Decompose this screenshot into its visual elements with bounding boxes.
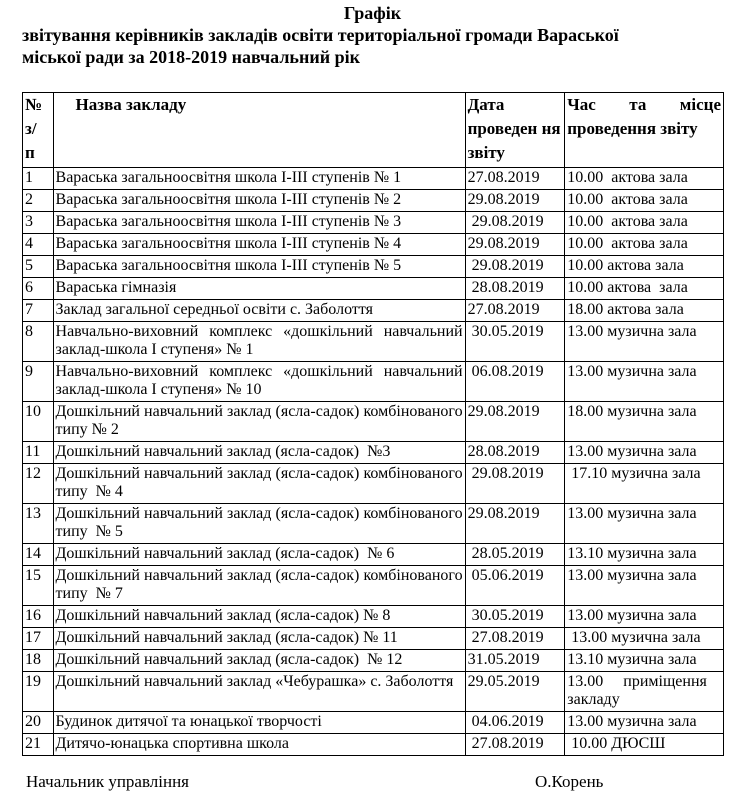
cell-time: 10.00 актова зала xyxy=(565,256,724,278)
cell-date: 04.06.2019 xyxy=(465,712,565,734)
cell-name: Вараська загальноосвітня школа І-ІІІ ступенів № 1 xyxy=(53,168,465,190)
cell-name: Дошкільний навчальний заклад (ясла-садок) № 6 xyxy=(53,544,465,566)
cell-time: 13.00 музична зала xyxy=(565,712,724,734)
cell-name: Навчально-виховний комплекс «дошкільний навчальний заклад-школа І ступеня» № 1 xyxy=(53,322,465,362)
cell-name: Дошкільний навчальний заклад (ясла-садок) № 11 xyxy=(53,628,465,650)
cell-name: Дошкільний навчальний заклад (ясла-садок) № 12 xyxy=(53,650,465,672)
cell-time: 17.10 музична зала xyxy=(565,464,724,504)
document-title: Графік xyxy=(343,3,402,23)
footer-signature-name: О.Корень xyxy=(535,772,604,791)
cell-time: 10.00 актова зала xyxy=(565,190,724,212)
cell-num: 16 xyxy=(23,606,54,628)
cell-date: 30.05.2019 xyxy=(465,606,565,628)
cell-date: 30.05.2019 xyxy=(465,322,565,362)
cell-date: 29.08.2019 xyxy=(465,234,565,256)
cell-name: Заклад загальної середньої освіти с. Заболоття xyxy=(53,300,465,322)
cell-date: 05.06.2019 xyxy=(465,566,565,606)
footer-position: Начальник управління xyxy=(26,772,189,791)
cell-num: 8 xyxy=(23,322,54,362)
cell-time: 18.00 актова зала xyxy=(565,300,724,322)
cell-num: 11 xyxy=(23,442,54,464)
table-row xyxy=(23,278,724,300)
cell-date: 28.05.2019 xyxy=(465,544,565,566)
cell-name: Вараська загальноосвітня школа І-ІІІ ступенів № 3 xyxy=(53,212,465,234)
cell-date: 29.08.2019 xyxy=(465,256,565,278)
table-row xyxy=(23,190,724,212)
table-row xyxy=(23,234,724,256)
table-row xyxy=(23,734,724,756)
table-row xyxy=(23,402,724,442)
cell-time: 13.00 приміщення закладу xyxy=(565,672,724,712)
table-row xyxy=(23,650,724,672)
cell-name: Дошкільний навчальний заклад (ясла-садок) комбінованого типу № 5 xyxy=(53,504,465,544)
cell-num: 5 xyxy=(23,256,54,278)
cell-date: 27.08.2019 xyxy=(465,168,565,190)
cell-num: 20 xyxy=(23,712,54,734)
cell-date: 29.08.2019 xyxy=(465,464,565,504)
cell-num: 15 xyxy=(23,566,54,606)
cell-num: 12 xyxy=(23,464,54,504)
table-row xyxy=(23,712,724,734)
table-row xyxy=(23,256,724,278)
cell-name: Вараська загальноосвітня школа І-ІІІ ступенів № 4 xyxy=(53,234,465,256)
table-row xyxy=(23,300,724,322)
cell-name: Дошкільний навчальний заклад (ясла-садок) №3 xyxy=(53,442,465,464)
cell-date: 31.05.2019 xyxy=(465,650,565,672)
schedule-table xyxy=(22,92,724,756)
cell-num: 19 xyxy=(23,672,54,712)
cell-date: 28.08.2019 xyxy=(465,442,565,464)
cell-time: 10.00 актова зала xyxy=(565,278,724,300)
cell-time: 13.00 музична зала xyxy=(565,322,724,362)
table-row xyxy=(23,322,724,362)
table-row xyxy=(23,606,724,628)
cell-time: 10.00 актова зала xyxy=(565,168,724,190)
cell-time: 13.00 музична зала xyxy=(565,628,724,650)
cell-name: Дитячо-юнацька спортивна школа xyxy=(53,734,465,756)
cell-num: 21 xyxy=(23,734,54,756)
cell-time: 13.00 музична зала xyxy=(565,566,724,606)
table-row xyxy=(23,544,724,566)
cell-name: Вараська гімназія xyxy=(53,278,465,300)
table-row xyxy=(23,212,724,234)
cell-date: 27.08.2019 xyxy=(465,734,565,756)
cell-date: 27.08.2019 xyxy=(465,300,565,322)
cell-name: Навчально-виховний комплекс «дошкільний навчальний заклад-школа І ступеня» № 10 xyxy=(53,362,465,402)
cell-num: 14 xyxy=(23,544,54,566)
cell-time: 13.00 музична зала xyxy=(565,606,724,628)
table-row xyxy=(23,628,724,650)
cell-date: 29.08.2019 xyxy=(465,212,565,234)
cell-num: 6 xyxy=(23,278,54,300)
cell-date: 29.05.2019 xyxy=(465,672,565,712)
header-name: Назва закладу xyxy=(53,93,465,168)
header-date: Дата проведен ня звіту xyxy=(465,93,565,168)
cell-num: 7 xyxy=(23,300,54,322)
cell-num: 9 xyxy=(23,362,54,402)
cell-time: 13.10 музична зала xyxy=(565,650,724,672)
cell-name: Дошкільний навчальний заклад «Чебурашка» с. Заболоття xyxy=(53,672,465,712)
cell-time: 13.10 музична зала xyxy=(565,544,724,566)
cell-name: Вараська загальноосвітня школа І-ІІІ ступенів № 2 xyxy=(53,190,465,212)
document-subtitle-line-1: звітування керівників закладів освіти територіальної громади Вараської xyxy=(22,25,619,45)
cell-name: Дошкільний навчальний заклад (ясла-садок) комбінованого типу № 7 xyxy=(53,566,465,606)
cell-time: 10.00 актова зала xyxy=(565,212,724,234)
table-header-row xyxy=(23,93,724,168)
cell-name: Дошкільний навчальний заклад (ясла-садок) комбінованого типу № 4 xyxy=(53,464,465,504)
header-time: Час та місце проведення звіту xyxy=(565,93,724,168)
cell-num: 4 xyxy=(23,234,54,256)
cell-num: 18 xyxy=(23,650,54,672)
cell-num: 3 xyxy=(23,212,54,234)
table-row xyxy=(23,566,724,606)
cell-num: 13 xyxy=(23,504,54,544)
cell-name: Дошкільний навчальний заклад (ясла-садок) комбінованого типу № 2 xyxy=(53,402,465,442)
cell-date: 28.08.2019 xyxy=(465,278,565,300)
cell-num: 1 xyxy=(23,168,54,190)
cell-date: 29.08.2019 xyxy=(465,504,565,544)
table-row xyxy=(23,672,724,712)
cell-date: 27.08.2019 xyxy=(465,628,565,650)
cell-date: 06.08.2019 xyxy=(465,362,565,402)
cell-time: 18.00 музична зала xyxy=(565,402,724,442)
cell-date: 29.08.2019 xyxy=(465,190,565,212)
cell-time: 13.00 музична зала xyxy=(565,442,724,464)
document-subtitle-line-2: міської ради за 2018-2019 навчальний рік xyxy=(22,47,360,67)
header-num: № з/ п xyxy=(23,93,54,168)
table-body xyxy=(23,168,724,756)
table-row xyxy=(23,504,724,544)
cell-time: 10.00 актова зала xyxy=(565,234,724,256)
cell-num: 10 xyxy=(23,402,54,442)
cell-time: 13.00 музична зала xyxy=(565,362,724,402)
cell-time: 13.00 музична зала xyxy=(565,504,724,544)
cell-name: Вараська загальноосвітня школа І-ІІІ ступенів № 5 xyxy=(53,256,465,278)
cell-date: 29.08.2019 xyxy=(465,402,565,442)
cell-name: Дошкільний навчальний заклад (ясла-садок) № 8 xyxy=(53,606,465,628)
table-row xyxy=(23,442,724,464)
cell-time: 10.00 ДЮСШ xyxy=(565,734,724,756)
table-row xyxy=(23,362,724,402)
table-row xyxy=(23,168,724,190)
cell-name: Будинок дитячої та юнацької творчості xyxy=(53,712,465,734)
cell-num: 17 xyxy=(23,628,54,650)
cell-num: 2 xyxy=(23,190,54,212)
table-row xyxy=(23,464,724,504)
